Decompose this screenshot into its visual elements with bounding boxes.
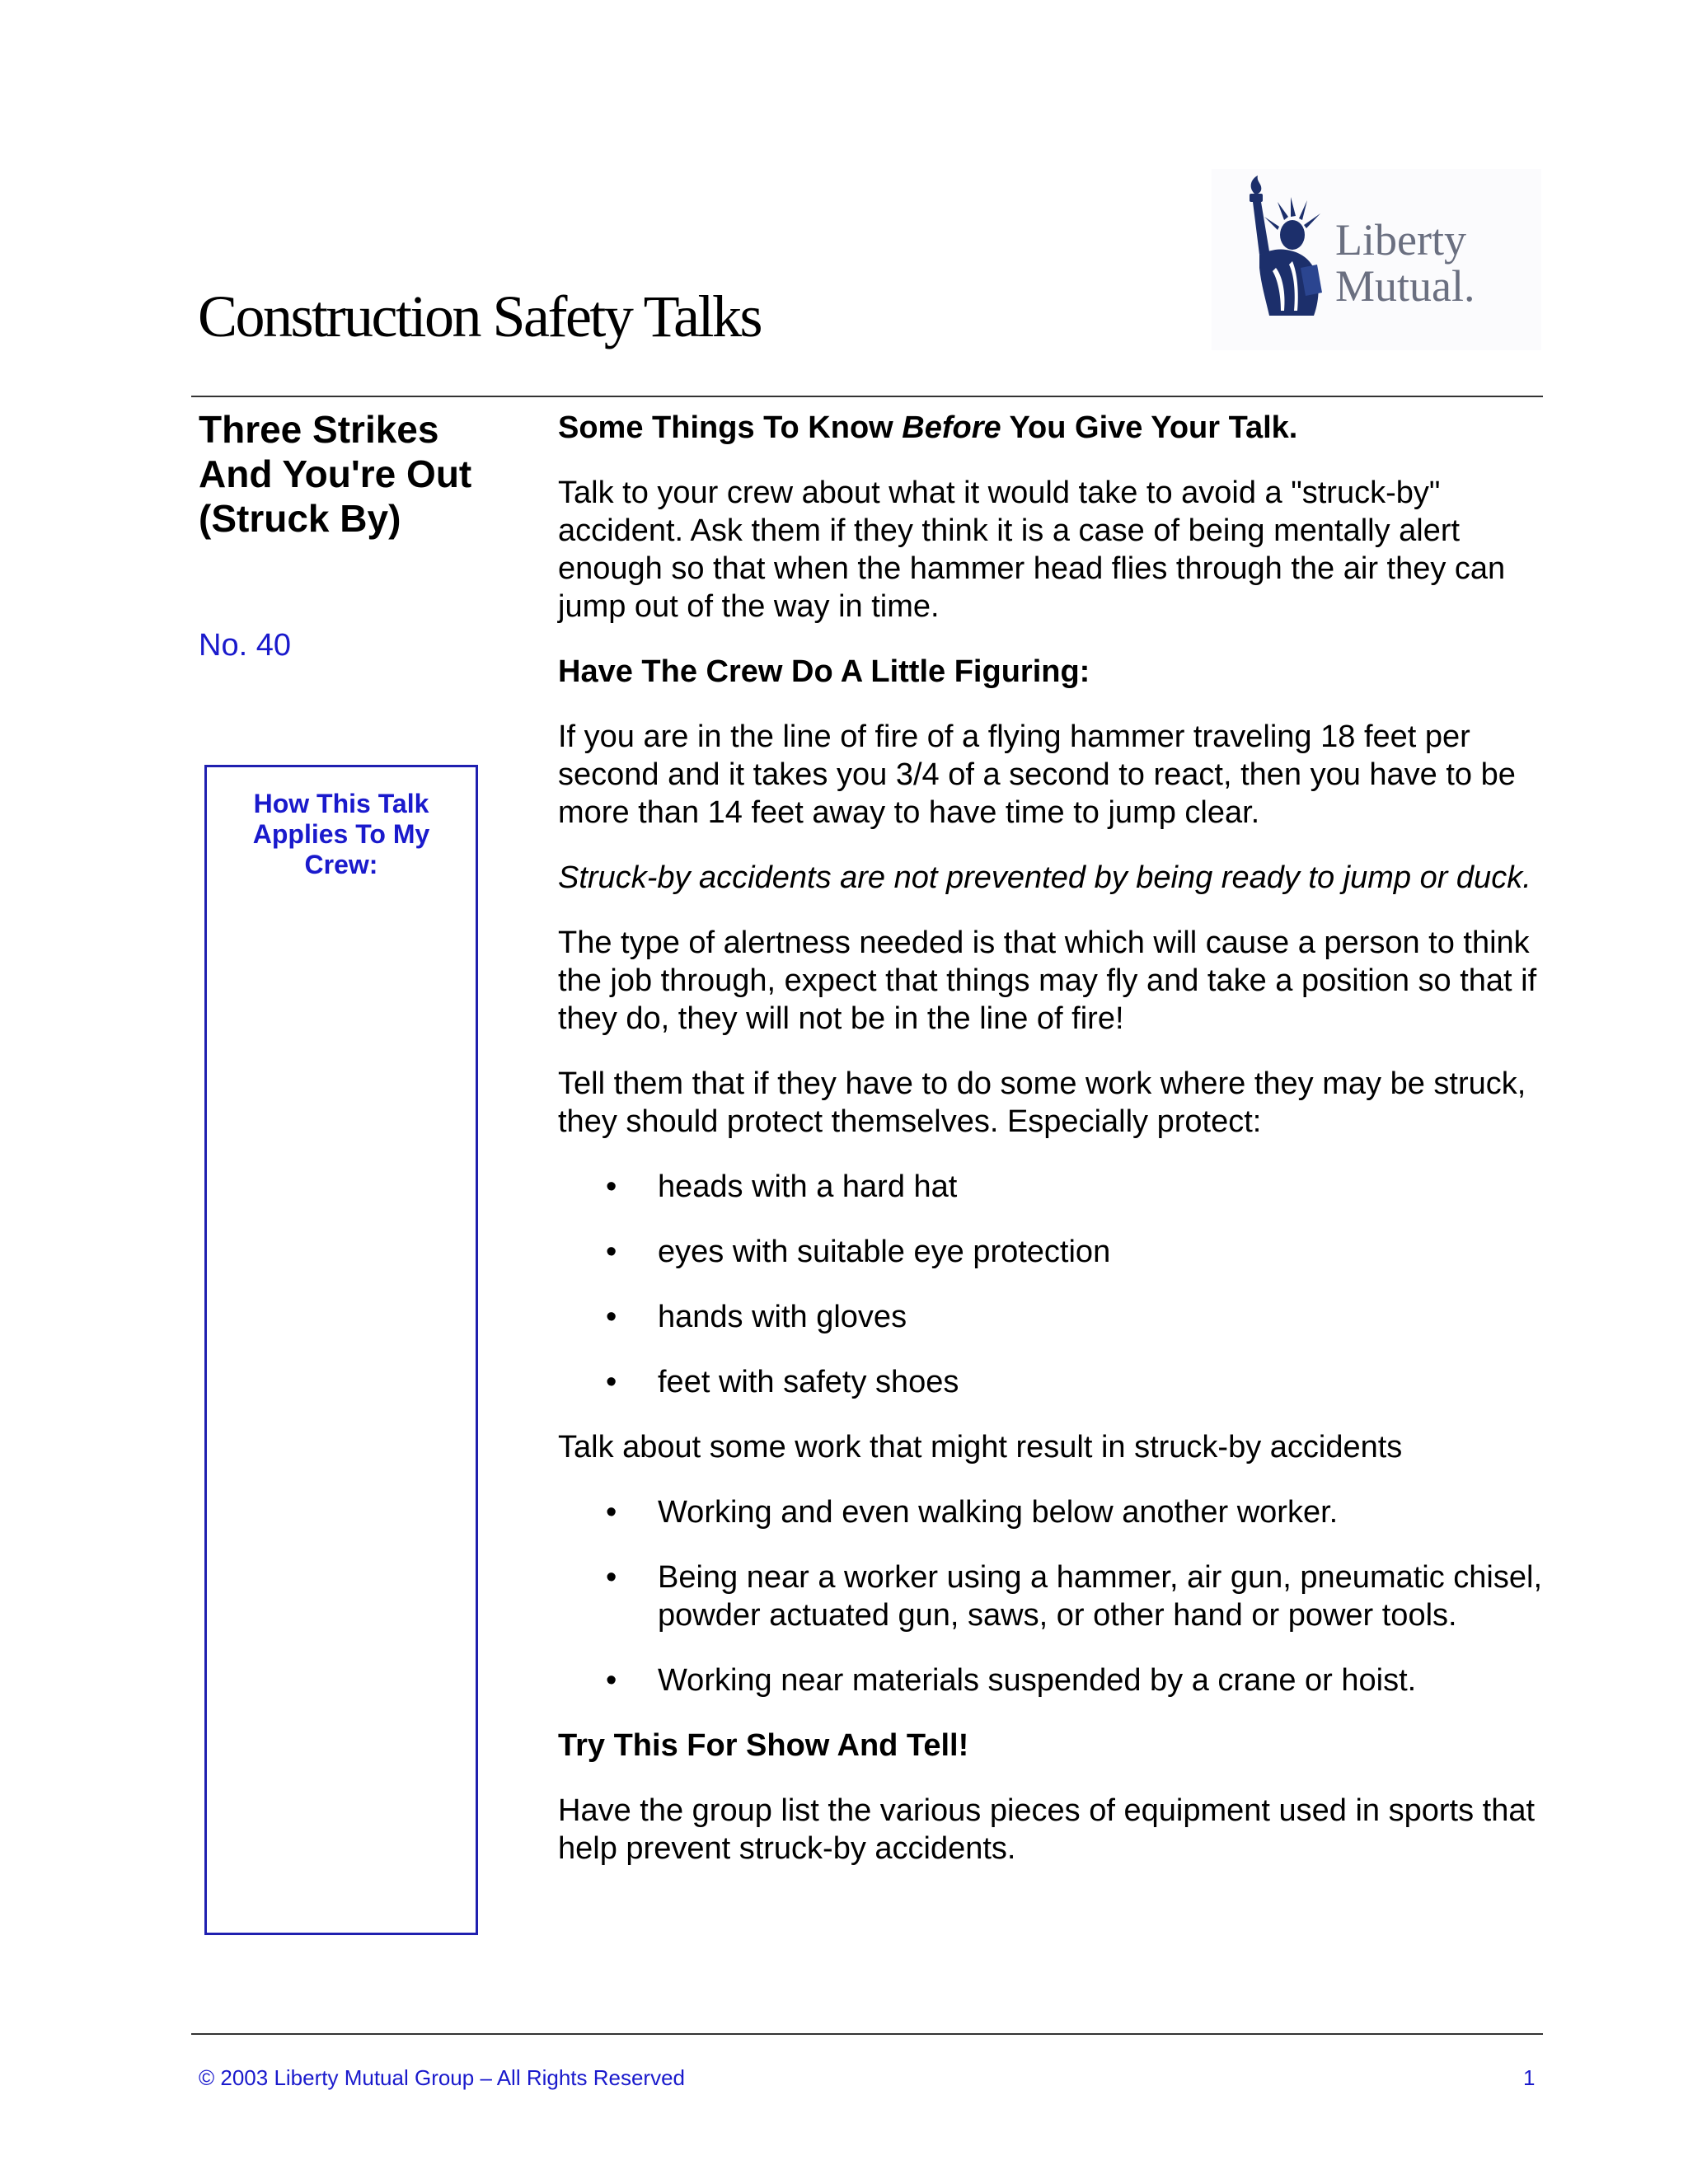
crew-box-label: How This Talk Applies To My Crew: [252, 789, 430, 879]
figuring-paragraph: If you are in the line of fire of a flying hammer traveling 18 feet per second and it takes you 3/4 of a second to react, then you have to be more than 14 feet away to have time to jump clear. [558, 719, 1516, 830]
statue-of-liberty-icon [1212, 169, 1541, 350]
italic-note: Struck-by accidents are not prevented by being ready to jump or duck. [558, 860, 1531, 895]
protect-intro: Tell them that if they have to do some work where they may be struck, they should protect themselves. Especially protect: [558, 1066, 1526, 1139]
alertness-paragraph: The type of alertness needed is that which will cause a person to think the job through, expect that things may fly and take a position so that if they do, they will not be in the line of fire! [558, 926, 1537, 1036]
series-title: Construction Safety Talks [198, 284, 762, 349]
logo-text-line2: Mutual. [1335, 261, 1475, 311]
list-item: • feet with safety shoes [558, 1363, 1547, 1401]
talk-number: No. 40 [199, 628, 291, 663]
page-number: 1 [1523, 2065, 1536, 2090]
section-heading-before [558, 409, 1547, 447]
intro-paragraph: Talk to your crew about what it would take to avoid a "struck-by" accident. Ask them if they think it is a case of being mentally alert enough so that when the hammer head flies through the air they can jump out of the way in time. [558, 476, 1506, 624]
show-tell-paragraph: Have the group list the various pieces of equipment used in sports that help prevent struck-by accidents. [558, 1793, 1536, 1866]
heading-suffix: You Give Your Talk. [1001, 410, 1298, 445]
list-item: • Being near a worker using a hammer, air gun, pneumatic chisel, powder actuated gun, saws, or other hand or power tools. [558, 1558, 1547, 1634]
liberty-mutual-logo [1212, 169, 1541, 350]
list-item: • eyes with suitable eye protection [558, 1233, 1547, 1271]
logo-text-line1: Liberty [1335, 215, 1466, 265]
list-item: • heads with a hard hat [558, 1168, 1547, 1206]
list-item: • Working near materials suspended by a crane or hoist. [558, 1661, 1547, 1699]
list-item: • hands with gloves [558, 1298, 1547, 1336]
footer-copyright: © 2003 Liberty Mutual Group – All Rights Reserved [199, 2065, 686, 2090]
talk-content [558, 409, 1547, 1868]
footer-divider [191, 2033, 1543, 2035]
show-tell-heading: Try This For Show And Tell! [558, 1728, 969, 1763]
crew-notes-box[interactable] [204, 765, 478, 1935]
talk-title: Three Strikes And You're Out (Struck By) [199, 408, 472, 540]
header-divider [191, 396, 1543, 397]
work-intro: Talk about some work that might result in struck-by accidents [558, 1430, 1403, 1465]
list-item: • Working and even walking below another worker. [558, 1493, 1547, 1531]
heading-emphasis: Before [902, 410, 1001, 445]
heading-prefix: Some Things To Know [558, 410, 903, 445]
figuring-heading: Have The Crew Do A Little Figuring: [558, 654, 1090, 689]
